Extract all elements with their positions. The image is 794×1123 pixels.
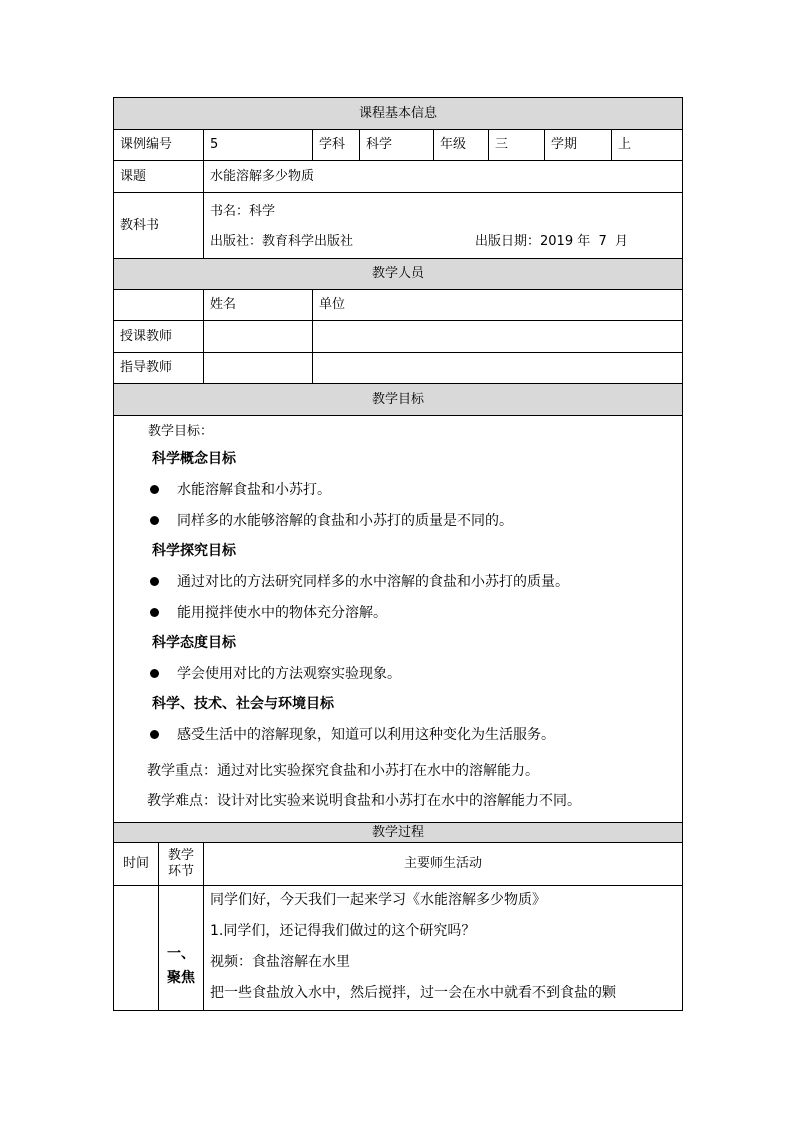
key-point: 教学重点：通过对比实验探究食盐和小苏打在水中的溶解能力。 [147,763,539,779]
publish-date: 出版日期：2019 年 7 月 [475,233,629,249]
goal-section-title: 科学态度目标 [152,635,236,651]
lesson-plan-table [113,97,683,1011]
topic-label: 课题 [114,161,204,193]
stage-col-header [159,843,204,886]
activity-col-header: 主要师生活动 [204,843,683,886]
activity-line: 同学们好，今天我们一起来学习《水能溶解多少物质》 [210,892,546,908]
subject-value: 科学 [360,130,434,161]
bullet-icon [150,485,159,494]
bullet-icon [150,577,159,586]
bullet-icon [150,730,159,739]
staff-unit-advisor [313,353,683,384]
goal-item: 水能溶解食盐和小苏打。 [148,474,682,505]
stage-name: 聚焦 [167,970,195,986]
grade-value: 三 [489,130,545,161]
goal-section-title: 科学探究目标 [152,543,236,559]
stage-col-header-line1: 教学 [167,848,194,863]
goal-item: 同样多的水能够溶解的食盐和小苏打的质量是不同的。 [148,505,682,536]
goal-item: 感受生活中的溶解现象，知道可以利用这种变化为生活服务。 [148,719,682,750]
activity-cell [204,886,683,1011]
bullet-icon [150,516,159,525]
lesson-plan-page [113,97,682,1011]
time-col-header: 时间 [114,843,159,886]
term-value: 上 [612,130,683,161]
goals-body [114,416,683,823]
staff-header: 教学人员 [114,259,683,290]
textbook-label: 教科书 [114,193,204,259]
activity-line: 1.同学们，还记得我们做过的这个研究吗？ [210,923,476,939]
goals-intro: 教学目标： [148,424,214,439]
stage-cell [159,886,204,1011]
subject-label: 学科 [313,130,360,161]
bullet-icon [150,608,159,617]
staff-name-advisor [204,353,313,384]
staff-name-teacher [204,321,313,353]
goals-header: 教学目标 [114,384,683,416]
time-cell [114,886,159,1011]
goal-item: 学会使用对比的方法观察实验现象。 [148,658,682,689]
staff-unit-teacher [313,321,683,353]
book-name: 书名：科学 [210,203,276,219]
activity-line: 视频：食盐溶解在水里 [210,954,350,970]
goal-item: 通过对比的方法研究同样多的水中溶解的食盐和小苏打的质量。 [148,566,682,597]
case-no-value: 5 [204,130,313,161]
difficulty-point: 教学难点：设计对比实验来说明食盐和小苏打在水中的溶解能力不同。 [147,793,581,809]
process-header: 教学过程 [114,823,683,843]
publisher: 出版社：教育科学出版社 [210,233,354,249]
staff-name-header: 姓名 [204,290,313,321]
bullet-icon [150,669,159,678]
activity-line: 把一些食盐放入水中，然后搅拌，过一会在水中就看不到食盐的颗 [210,985,616,1001]
staff-role-advisor: 指导教师 [114,353,204,384]
stage-col-header-line2: 环节 [167,864,194,879]
term-label: 学期 [545,130,612,161]
staff-role-teacher: 授课教师 [114,321,204,353]
basic-info-header: 课程基本信息 [114,98,683,130]
grade-label: 年级 [434,130,489,161]
goal-section-title: 科学、技术、社会与环境目标 [152,696,334,712]
goal-section-title: 科学概念目标 [152,451,236,467]
case-no-label: 课例编号 [114,130,204,161]
topic-value: 水能溶解多少物质 [204,161,683,193]
goal-item: 能用搅拌使水中的物体充分溶解。 [148,597,682,628]
stage-number: 一、 [167,946,195,962]
textbook-info [204,193,683,259]
staff-role-header [114,290,204,321]
staff-unit-header: 单位 [313,290,683,321]
